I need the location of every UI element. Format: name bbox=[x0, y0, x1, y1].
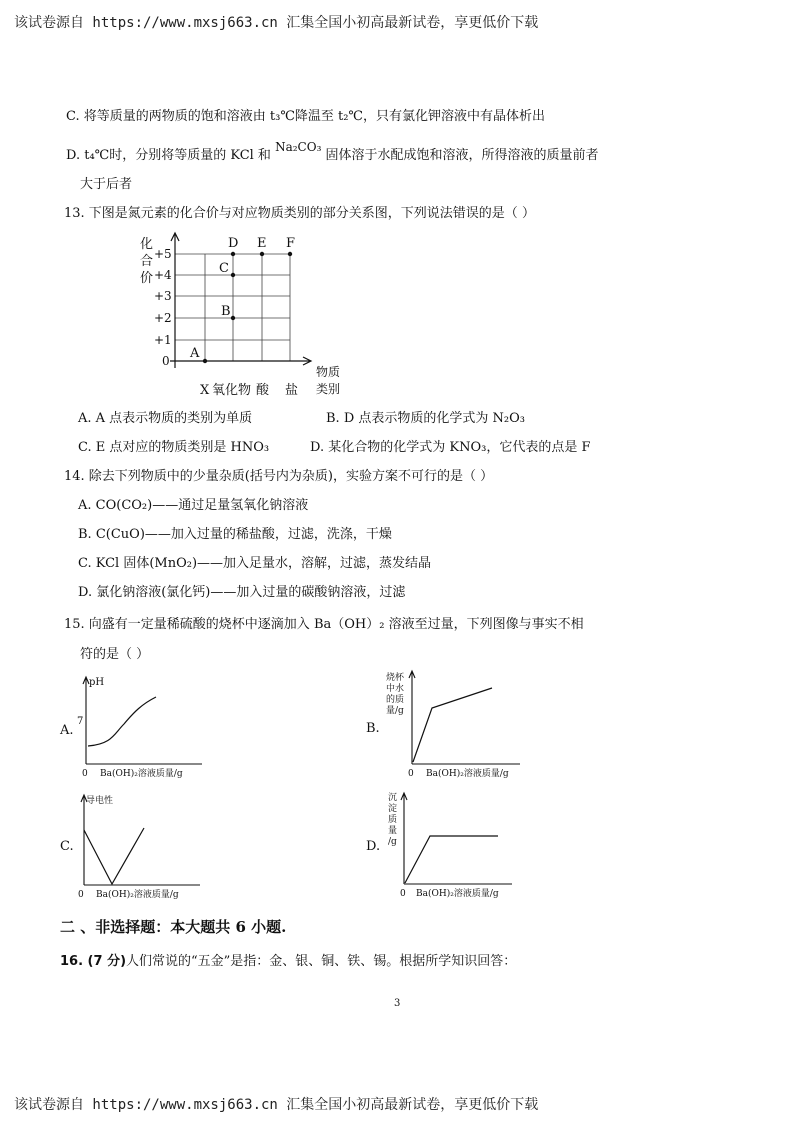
q13-point-c-dot bbox=[231, 273, 235, 277]
footer-source-text: 该试卷源自 https://www.mxsj663.cn 汇集全国小初高最新试卷，享更低价下载 bbox=[14, 1097, 539, 1113]
q13-option-b: B. D 点表示物质的化学式为 N₂O₃ bbox=[326, 411, 525, 426]
q15-graph-c-line bbox=[84, 828, 144, 884]
q15-graph-b-ylabel-2: 中水 bbox=[386, 684, 405, 694]
q15-graph-b-xlabel: Ba(OH)₂溶液质量/g bbox=[426, 769, 509, 779]
q15-stem: 15. 向盛有一定量稀硫酸的烧杯中逐滴加入 Ba（OH）₂ 溶液至过量，下列图像与事实不相 bbox=[64, 617, 584, 632]
q16-line bbox=[60, 953, 516, 971]
q15-graph-b-line bbox=[413, 688, 492, 762]
q13-point-d-label: D bbox=[228, 236, 239, 251]
q15-graph-a-ylabel: pH bbox=[89, 677, 105, 688]
q13-y-title-2: 合 bbox=[140, 254, 154, 269]
q13-point-a-label: A bbox=[190, 346, 200, 361]
q14-option-c: C. KCl 固体(MnO₂)——加入足量水，溶解，过滤，蒸发结晶 bbox=[78, 556, 432, 571]
q15-graph-c-ylabel: 导电性 bbox=[86, 796, 114, 806]
q15-graph-b-axes bbox=[409, 671, 520, 764]
q13-point-e-dot bbox=[260, 252, 264, 256]
q15-graph-d-origin: 0 bbox=[400, 889, 406, 899]
q15-graph-d bbox=[380, 786, 530, 900]
q13-option-a: A. A 点表示物质的类别为单质 bbox=[78, 411, 253, 426]
q13-point-f-label: F bbox=[286, 236, 296, 251]
q13-y-title-1: 化 bbox=[140, 237, 154, 252]
q13-point-e-label: E bbox=[257, 236, 267, 251]
q12-option-c: C. 将等质量的两物质的饱和溶液由 t₃℃降温至 t₂℃，只有氯化钾溶液中有晶体析出 bbox=[66, 109, 545, 124]
q13-x-label: X bbox=[200, 383, 210, 398]
q13-y-tick: 0 bbox=[162, 354, 170, 368]
q13-point-d-dot bbox=[231, 252, 235, 256]
q12-d-post: 固体溶于水配成饱和溶液，所得溶液的质量前者 bbox=[325, 148, 599, 163]
q15-graph-c-xlabel: Ba(OH)₂溶液质量/g bbox=[96, 890, 179, 900]
q15-option-a: A. bbox=[60, 723, 74, 738]
q15-graph-a bbox=[72, 672, 212, 782]
q13-option-c: C. E 点对应的物质类别是 HNO₃ bbox=[78, 440, 270, 455]
q14-option-b: B. C(CuO)——加入过量的稀盐酸，过滤，洗涤，干燥 bbox=[78, 527, 392, 542]
q15-graph-b-ylabel-3: 的质 bbox=[386, 695, 405, 705]
page-number: 3 bbox=[394, 998, 401, 1009]
q15-option-c: C. bbox=[60, 839, 74, 854]
q12-option-d-line2: 大于后者 bbox=[80, 177, 133, 192]
q13-point-b-label: B bbox=[221, 304, 231, 319]
q15-option-b: B. bbox=[366, 721, 380, 736]
q13-option-d: D. 某化合物的化学式为 KNO₃，它代表的点是 F bbox=[310, 440, 591, 455]
q13-point-f-dot bbox=[288, 252, 292, 256]
q15-graph-d-ylabel-5: /g bbox=[388, 837, 397, 847]
q13-y-tick: +2 bbox=[154, 311, 172, 325]
q12-d-pre: D. t₄℃时，分别将等质量的 KCl 和 bbox=[66, 148, 271, 163]
q15-graph-b bbox=[380, 666, 530, 780]
q15-graph-a-origin: 0 bbox=[82, 769, 88, 779]
q15-graph-d-ylabel-1: 沉 bbox=[388, 793, 398, 803]
q13-point-a-dot bbox=[203, 359, 207, 363]
q15-graph-c-axes bbox=[81, 795, 200, 885]
q13-y-tick: +1 bbox=[154, 333, 172, 347]
q15-graph-a-curve bbox=[88, 697, 156, 746]
q15-graph-b-origin: 0 bbox=[408, 769, 414, 779]
q13-y-tick: +4 bbox=[154, 268, 172, 282]
q15-graph-a-xlabel: Ba(OH)₂溶液质量/g bbox=[100, 769, 183, 779]
q13-x-label: 盐 bbox=[285, 383, 299, 398]
q13-grid bbox=[175, 254, 290, 361]
q13-x-label: 酸 bbox=[256, 383, 270, 398]
q15-stem-line2: 符的是（ ） bbox=[80, 647, 150, 662]
q13-point-b-dot bbox=[231, 316, 235, 320]
q15-graph-a-ytick: 7 bbox=[77, 716, 84, 727]
section-two-heading: 二 、非选择题：本大题共 6 小题. bbox=[60, 918, 287, 936]
q14-stem: 14. 除去下列物质中的少量杂质(括号内为杂质)，实验方案不可行的是（ ） bbox=[64, 469, 494, 484]
q13-stem: 13. 下图是氮元素的化合价与对应物质类别的部分关系图，下列说法错误的是（ ） bbox=[64, 206, 535, 221]
q15-graph-d-ylabel-3: 质 bbox=[388, 815, 398, 825]
q15-graph-d-ylabel-4: 量 bbox=[388, 826, 398, 836]
q15-option-d: D. bbox=[366, 839, 381, 854]
q16-number: 16. (7 分) bbox=[60, 954, 127, 969]
q15-graph-d-line bbox=[405, 836, 498, 883]
q12-d-formula: Na₂CO₃ bbox=[275, 140, 322, 154]
q15-graph-d-ylabel-2: 淀 bbox=[388, 804, 398, 814]
q12-option-d bbox=[66, 140, 599, 165]
q14-option-a: A. CO(CO₂)——通过足量氢氧化钠溶液 bbox=[78, 498, 309, 513]
q13-x-label: 氧化物 bbox=[212, 383, 252, 398]
q15-graph-c-origin: 0 bbox=[78, 890, 84, 900]
q13-x-title-2: 类别 bbox=[316, 382, 341, 396]
q13-valence-graph bbox=[120, 228, 360, 408]
header-source-text: 该试卷源自 https://www.mxsj663.cn 汇集全国小初高最新试卷，享更低价下载 bbox=[14, 15, 539, 31]
q13-x-title-1: 物质 bbox=[316, 365, 341, 379]
q15-graph-a-axes bbox=[83, 677, 202, 764]
q16-text: 人们常说的“五金”是指：金、银、铜、铁、锡。根据所学知识回答： bbox=[126, 954, 517, 969]
q14-option-d: D. 氯化钠溶液(氯化钙)——加入过量的碳酸钠溶液，过滤 bbox=[78, 585, 406, 600]
q15-graph-d-xlabel: Ba(OH)₂溶液质量/g bbox=[416, 889, 499, 899]
q13-point-c-label: C bbox=[219, 261, 229, 276]
q13-y-tick: +3 bbox=[154, 289, 172, 303]
q15-graph-d-axes bbox=[401, 793, 512, 884]
q13-y-title-3: 价 bbox=[140, 271, 154, 286]
q13-y-tick: +5 bbox=[154, 247, 172, 261]
q15-graph-c bbox=[72, 790, 212, 900]
q15-graph-b-ylabel-4: 量/g bbox=[386, 706, 404, 716]
q15-graph-b-ylabel-1: 烧杯 bbox=[386, 673, 405, 683]
